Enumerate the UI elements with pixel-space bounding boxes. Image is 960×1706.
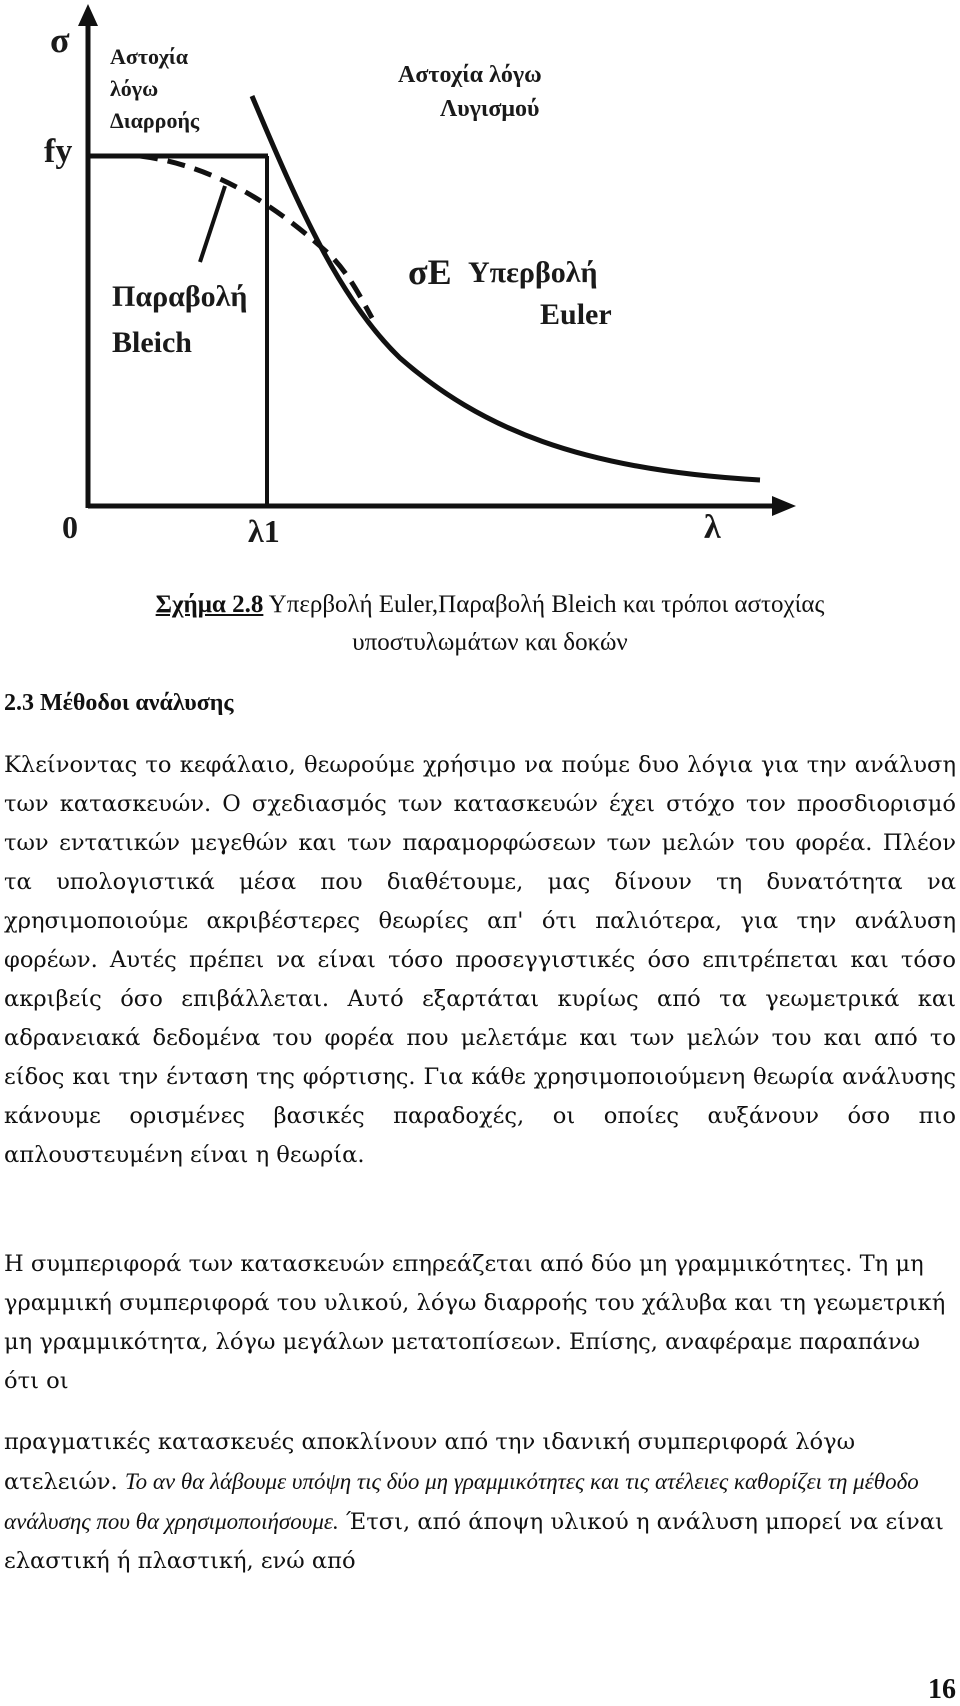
buckling-failure-label-line2: Λυγισμού <box>440 96 540 122</box>
axis-y-label: σ <box>50 20 70 60</box>
euler-label-line1: Υπερβολή <box>468 256 598 289</box>
fy-label: fy <box>44 133 73 170</box>
caption-label: Σχήμα 2.8 <box>155 591 264 618</box>
yield-failure-label-line2: λόγω <box>110 76 159 101</box>
yield-failure-label-line1: Αστοχία <box>110 44 188 69</box>
euler-label-line2: Euler <box>540 298 612 331</box>
paragraph-3-start: πραγματικές κατασκευές αποκλίνουν από την ιδανική συμπεριφορά λόγω ατελειών. <box>4 1429 856 1495</box>
euler-bleich-figure <box>0 0 960 560</box>
page-number: 16 <box>928 1674 956 1705</box>
euler-symbol: σE <box>408 252 452 292</box>
buckling-failure-label-line1: Αστοχία λόγω <box>398 62 542 88</box>
figure-caption <box>80 586 900 662</box>
paragraph-3 <box>4 1423 956 1581</box>
paragraph-3-end: Έτσι, από άποψη υλικού η ανάλυση μπορεί να είναι ελαστική ή πλαστική, ενώ από <box>4 1509 944 1574</box>
figure-svg <box>0 0 960 560</box>
paragraph-1: Κλείνοντας το κεφάλαιο, θεωρούμε χρήσιμο να πούμε δυο λόγια για την ανάλυση των κατασκευών. Ο σχεδιασμός των κατασκευών έχει στόχο τον προσδιορισμό των εντατικών μεγεθών και των παραμορφώσεων των μελών του φορέα. Πλέον τα υπολογιστικά μέσα που διαθέτουμε, μας δίνουν τη δυνατότητα να χρησιμοποιούμε ακριβέστερες θεωρίες απ' ότι παλιότερα, για την ανάλυση φορέων. Αυτές πρέπει να είναι τόσο προσεγγιστικές όσο επιτρέπεται και τόσο ακριβείς όσο επιβάλλεται. Αυτό εξαρτάται κυρίως από τα γεωμετρικά και αδρανειακά δεδομένα του φορέα που μελετάμε και των μελών του και από το είδος και την ένταση της φόρτισης. Για κάθε χρησιμοποιούμενη θεωρία ανάλυσης κάνουμε ορισμένες βασικές παραδοχές, οι οποίες αυξάνουν όσο πιο απλουστευμένη είναι η θεωρία. <box>4 752 956 1168</box>
yield-failure-label-line3: Διαρροής <box>110 108 200 133</box>
caption-text: Υπερβολή Euler,Παραβολή Bleich και τρόποι αστοχίας υποστυλωμάτων και δοκών <box>263 591 825 656</box>
bleich-label-line1: Παραβολή <box>112 280 248 313</box>
origin-label: 0 <box>62 509 78 545</box>
bleich-label-line2: Bleich <box>112 326 192 359</box>
section-heading: 2.3 Μέθοδοι ανάλυσης <box>4 690 234 716</box>
y-axis-arrow <box>78 4 98 26</box>
paragraph-3-italic: Το αν θα λάβουμε υπόψη τις δύο μη γραμμικότητες και τις ατέλειες καθορίζει τη μέθοδο ανάλυσης που θα χρησιμοποιήσουμε. <box>4 1469 919 1534</box>
paragraph-2: Η συμπεριφορά των κατασκευών επηρεάζεται από δύο μη γραμμικότητες. Τη μη γραμμική συμπεριφορά του υλικού, λόγω διαρροής του χάλυβα και τη γεωμετρική μη γραμμικότητα, λόγω μεγάλων μετατοπίσεων. Επίσης, αναφέραμε παραπάνω ότι οι <box>4 1251 946 1394</box>
axis-x-label: λ <box>704 509 721 546</box>
lambda1-label: λ1 <box>248 513 280 549</box>
bleich-pointer-line <box>200 186 225 262</box>
x-axis-arrow <box>772 496 796 516</box>
